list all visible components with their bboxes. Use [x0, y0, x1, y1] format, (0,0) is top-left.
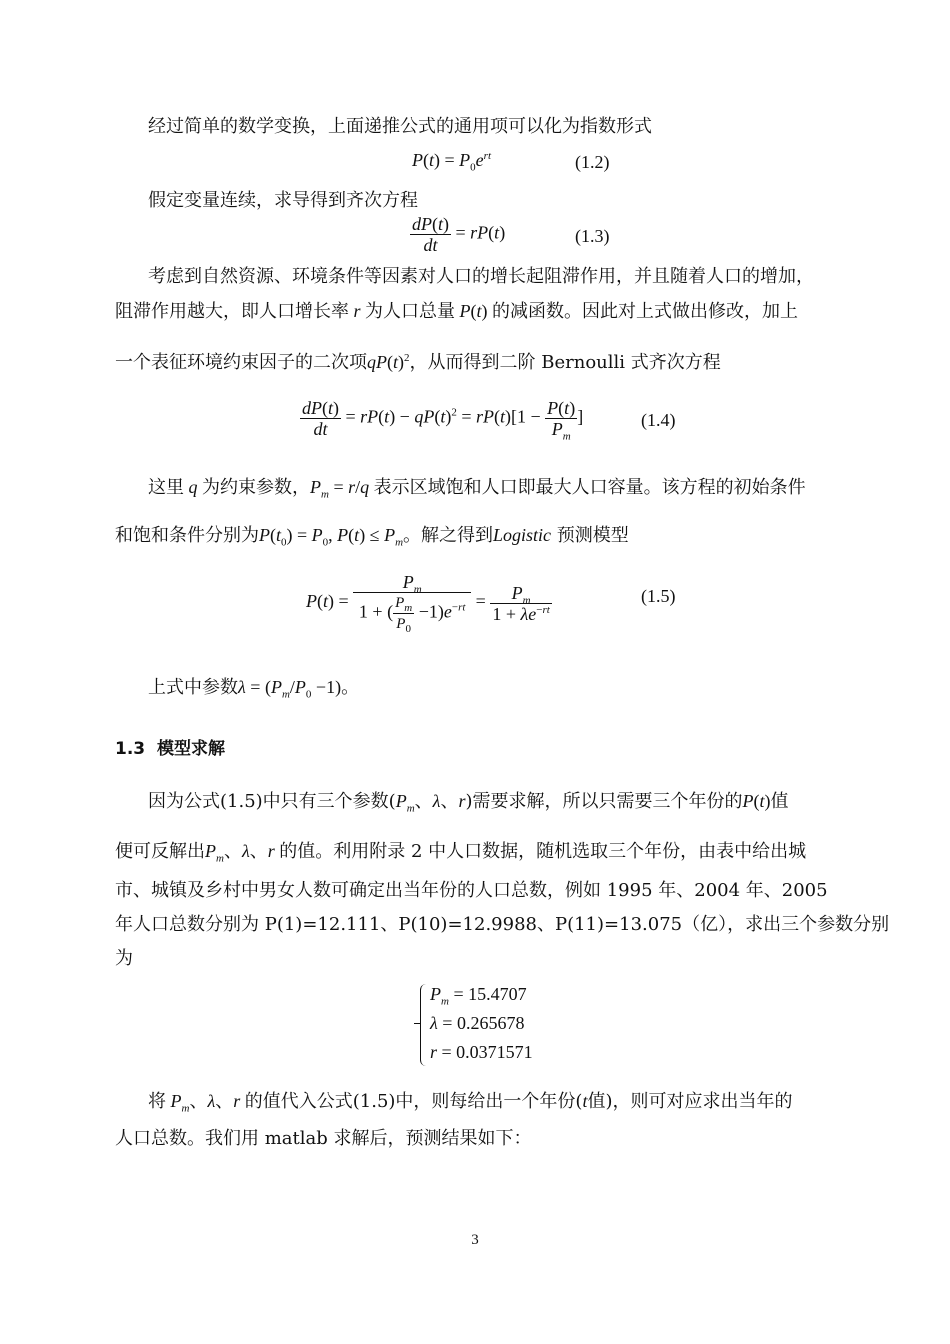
- paragraph-solve-line3: 市、城镇及乡村中男女人数可确定出当年份的人口总数，例如 1995 年、2004 年、2005: [115, 880, 828, 901]
- equation-1-3: $\frac{dP(t)}{dt}$ = rP(t): [412, 214, 506, 255]
- solution-brace-tip: [414, 1023, 421, 1024]
- paragraph-solve-line2: 便可反解出$P_m$、λ、r 的值。利用附录 2 中人口数据，随机选取三个年份，由表中给出城: [115, 841, 807, 865]
- paragraph-resistance-line2: 阻滞作用越大，即人口增长率 r 为人口总量 P(t) 的减函数。因此对上式做出修改，加上: [115, 301, 799, 322]
- section-heading: 1.3 模型求解: [115, 739, 225, 759]
- paragraph-resistance-line1: 考虑到自然资源、环境条件等因素对人口的增长起阻滞作用，并且随着人口的增加，: [148, 266, 814, 287]
- solution-lambda: λ = 0.265678: [430, 1013, 525, 1033]
- solution-pm: $P_m = 15.4707$: [430, 984, 527, 1008]
- equation-1-5: P(t) = $P_m$ 1 + ( $\frac{P_m}{P_0}$ $-1)e^{-rt}$ = $\frac{P_m}{1 + \lambda e^{-rt}}$: [306, 572, 550, 635]
- paragraph-prediction-line1: 将 $P_m$、λ、r 的值代入公式(1.5)中，则每给出一个年份(t值)，则可对应求出当年的: [148, 1091, 793, 1115]
- equation-number-1-3: (1.3): [575, 226, 610, 246]
- solution-r: r = 0.0371571: [430, 1042, 533, 1062]
- equation-number-1-5: (1.5): [641, 586, 676, 606]
- paragraph-lambda-definition: 上式中参数$\lambda = (P_m/P_0 -1)$。: [148, 677, 360, 701]
- equation-1-2: $P(t) = P_0e^{rt}$: [412, 150, 492, 174]
- paragraph-exponential-form: 经过简单的数学变换，上面递推公式的通用项可以化为指数形式: [148, 116, 652, 137]
- paragraph-solve-line5: 为: [115, 948, 133, 969]
- paragraph-prediction-line2: 人口总数。我们用 matlab 求解后，预测结果如下：: [115, 1128, 532, 1149]
- paragraph-continuous-assumption: 假定变量连续，求导得到齐次方程: [148, 190, 418, 211]
- equation-number-1-2: (1.2): [575, 152, 610, 172]
- paragraph-constraint-line1: 这里 q 为约束参数，$P_m = r/q$ 表示区域饱和人口即最大人口容量。该方程的初始条件: [148, 477, 806, 501]
- page-number: 3: [471, 1232, 479, 1248]
- paragraph-solve-line4: 年人口总数分别为 P(1)=12.111、P(10)=12.9988、P(11)=13.075（亿），求出三个参数分别: [115, 914, 890, 935]
- equation-number-1-4: (1.4): [641, 410, 676, 430]
- paragraph-solve-line1: 因为公式(1.5)中只有三个参数($P_m$、λ、r)需要求解，所以只需要三个年份的P(t)值: [148, 791, 789, 815]
- paragraph-constraint-line2: 和饱和条件分别为$P(t_0) = P_0$, $P(t) \le P_m$。解之得到Logistic 预测模型: [115, 525, 629, 549]
- solution-brace: [420, 984, 429, 1066]
- equation-1-4: $\frac{dP(t)}{dt}$ = $rP(t) - qP(t)^2 = rP(t)[1$ − $\frac{P(t)}{P_m}$ ]: [302, 398, 584, 443]
- paragraph-resistance-line3: 一个表征环境约束因子的二次项$qP(t)^2$，从而得到二阶 Bernoulli 式齐次方程: [115, 352, 721, 373]
